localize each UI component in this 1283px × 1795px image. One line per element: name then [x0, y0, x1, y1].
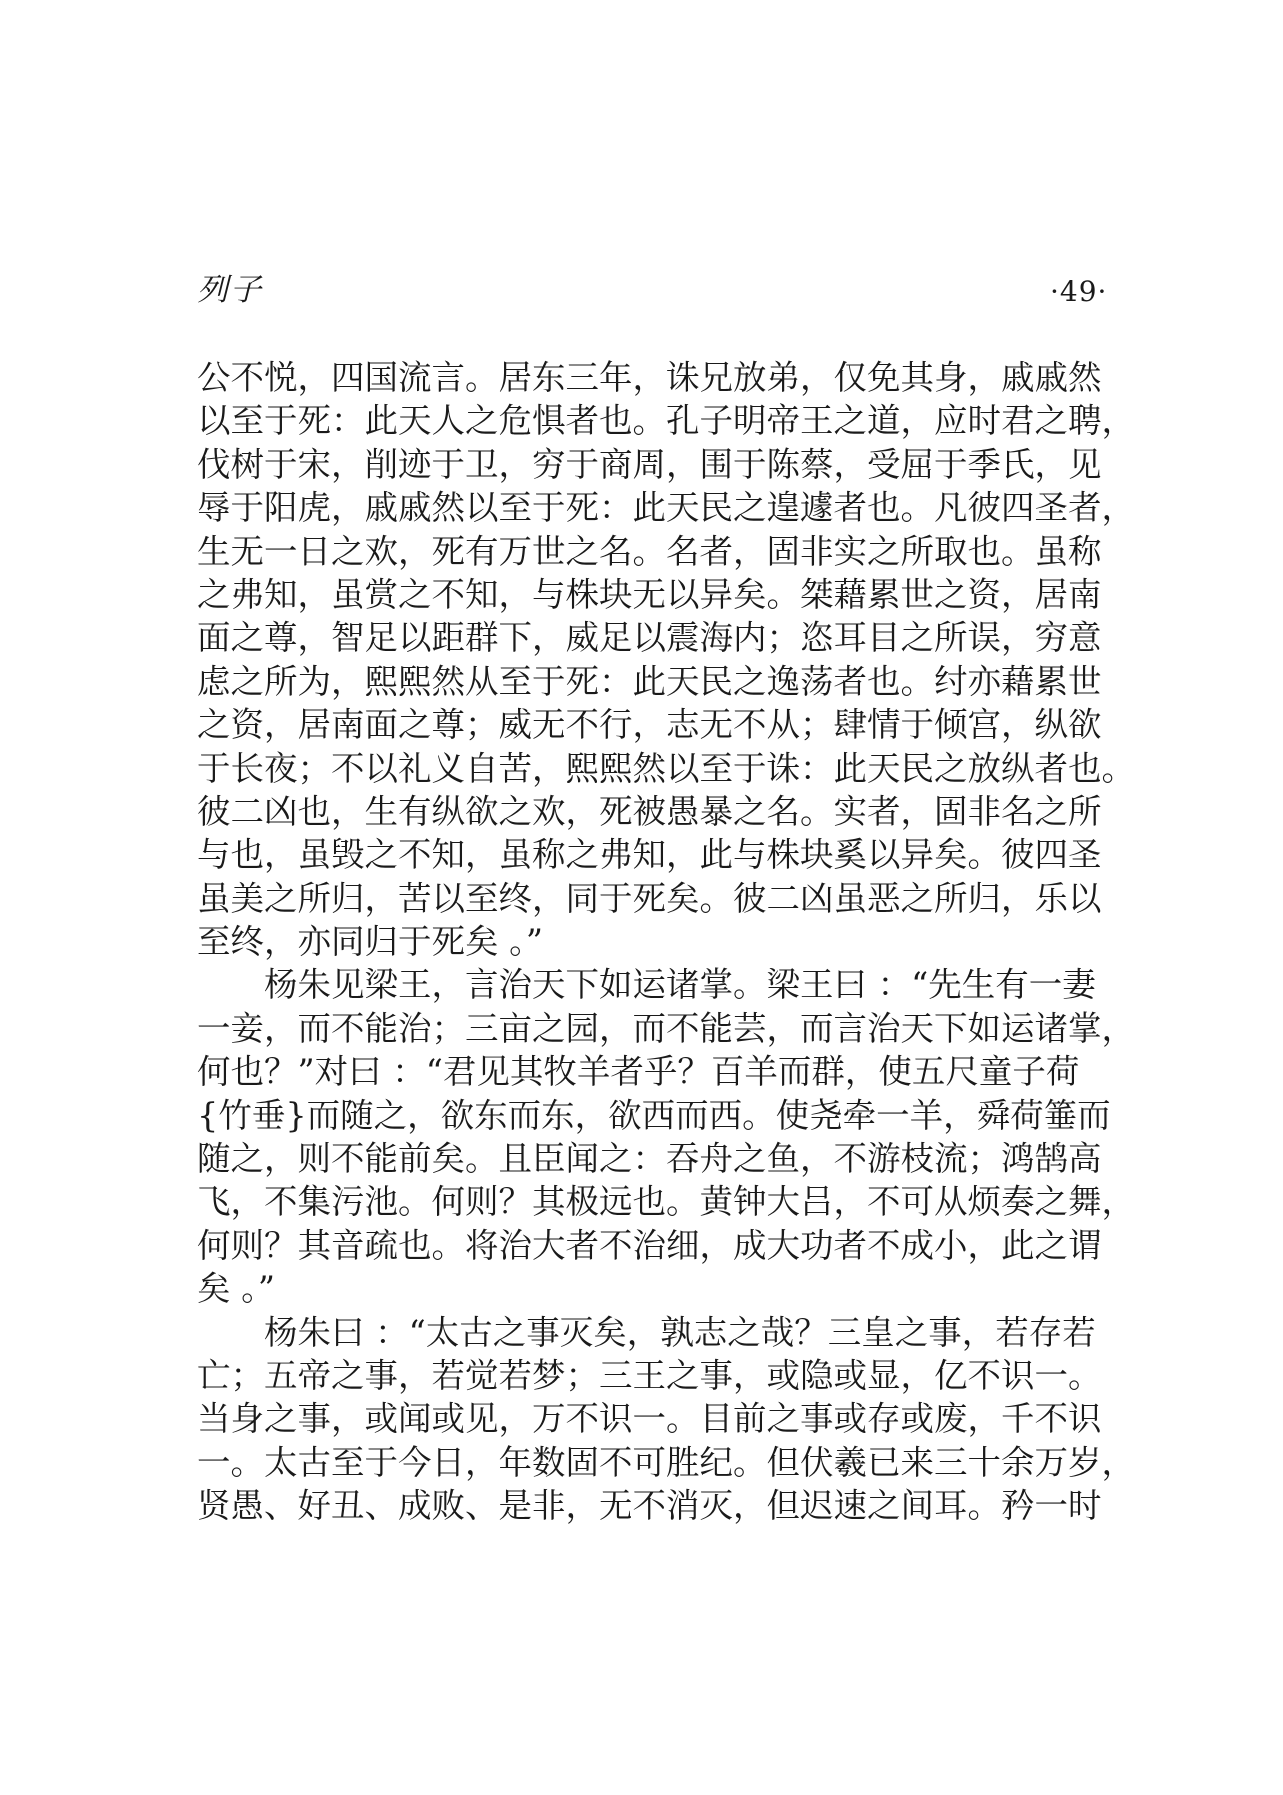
text-line: 杨朱见梁王，言治天下如运诸掌。梁王曰 ：“先生有一妻	[264, 965, 1096, 1005]
text-line: 至终，亦同归于死矣 。”	[197, 922, 544, 962]
text-line: 公不悦，四国流言。居东三年，诛兄放弟，仅免其身，戚戚然	[197, 358, 1102, 397]
text-line: 当身之事，或闻或见，万不识一。目前之事或存或废，千不识	[197, 1399, 1102, 1439]
running-title: 列子	[197, 272, 263, 308]
text-line: 矣 。”	[197, 1269, 276, 1309]
text-line: 生无一日之欢，死有万世之名。名者，固非实之所取也。虽称	[197, 531, 1102, 571]
text-line: 面之尊，智足以距群下，威足以震海内；恣耳目之所误，穷意	[197, 618, 1102, 658]
text-line: 伐树于宋，削迹于卫，穷于商周，围于陈蔡，受屈于季氏，见	[197, 444, 1102, 484]
text-line: 随之，则不能前矣。且臣闻之：吞舟之鱼，不游枝流；鸿鹄高	[197, 1139, 1102, 1179]
text-line: 贤愚、好丑、成败、是非，无不消灭，但迟速之间耳。矜一时	[197, 1486, 1102, 1526]
text-line: 杨朱曰 ：“太古之事灭矣，孰志之哉？三皇之事，若存若	[264, 1312, 1096, 1352]
text-line: 以至于死：此天人之危惧者也。孔子明帝王之道，应时君之聘，	[197, 401, 1135, 441]
text-line: 飞，不集污池。何则？其极远也。黄钟大吕，不可从烦奏之舞，	[197, 1182, 1135, 1222]
text-line: 虽美之所归，苦以至终，同于死矣。彼二凶虽恶之所归，乐以	[197, 878, 1102, 918]
body-text	[197, 356, 1135, 1528]
text-line: 彼二凶也，生有纵欲之欢，死被愚暴之名。实者，固非名之所	[197, 791, 1102, 831]
text-line: 何则？其音疏也。将治大者不治细，成大功者不成小，此之谓	[197, 1225, 1102, 1265]
text-line: 辱于阳虎，戚戚然以至于死：此天民之遑遽者也。凡彼四圣者，	[197, 488, 1135, 528]
text-line: 何也？”对曰 ：“君见其牧羊者乎？百羊而群，使五尺童子荷	[197, 1052, 1080, 1092]
text-line: 与也，虽毁之不知，虽称之弗知，此与株块奚以异矣。彼四圣	[197, 835, 1102, 875]
page-number: ·49·	[1050, 275, 1108, 308]
text-line: {竹垂}而随之，欲东而东，欲西而西。使尧牵一羊，舜荷箠而	[197, 1095, 1111, 1135]
text-line: 一。太古至于今日，年数固不可胜纪。但伏羲已来三十余万岁，	[197, 1442, 1135, 1482]
text-line: 亡；五帝之事，若觉若梦；三王之事，或隐或显，亿不识一。	[197, 1355, 1102, 1395]
text-line: 虑之所为，熙熙然从至于死：此天民之逸荡者也。纣亦藉累世	[197, 661, 1102, 701]
text-line: 一妾，而不能治；三亩之园，而不能芸，而言治天下如运诸掌，	[197, 1008, 1135, 1048]
text-line: 之资，居南面之尊；威无不行，志无不从；肆情于倾宫，纵欲	[197, 705, 1102, 745]
text-line: 于长夜；不以礼义自苦，熙熙然以至于诛：此天民之放纵者也。	[197, 748, 1135, 788]
text-line: 之弗知，虽赏之不知，与株块无以异矣。桀藉累世之资，居南	[197, 574, 1102, 614]
